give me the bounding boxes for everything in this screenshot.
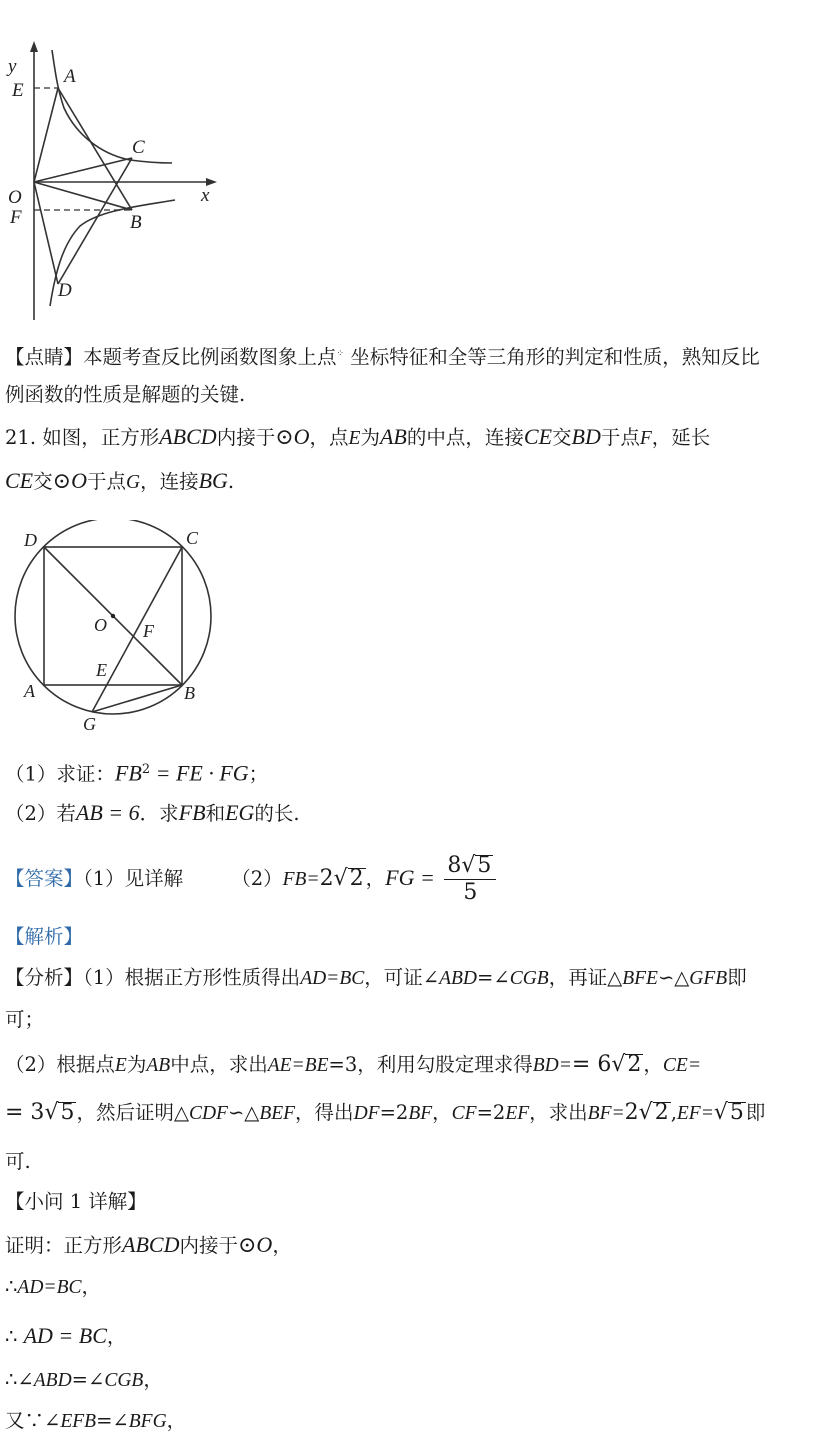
fraction-fg: $\frac{8√5}{5}$: [444, 853, 496, 906]
label-F: F: [10, 207, 22, 228]
analysis-line-5: 可.: [5, 1150, 31, 1173]
proof-line-1: 证明：正方形ABCD内接于⊙O，: [5, 1232, 292, 1257]
label-D2: D: [24, 530, 37, 550]
problem-line-1: 21. 如图，正方形ABCD内接于⊙O，点E为AB的中点，连接CE交BD于点F，延长: [5, 424, 711, 449]
label-y: y: [8, 56, 17, 77]
problem-line-2: CE交⊙O于点G，连接BG.: [5, 468, 235, 493]
label-G2: G: [83, 714, 96, 734]
label-D: D: [58, 280, 72, 301]
label-B2: B: [184, 683, 195, 703]
question-2: （2）若AB = 6．求FB和EG的长.: [5, 800, 300, 825]
remark-line-1: 【点睛】本题考查反比例函数图象上点⁘ 坐标特征和全等三角形的判定和性质，熟知反比: [5, 345, 760, 369]
center-dot: [111, 614, 115, 618]
label-C2: C: [186, 528, 199, 548]
analysis-line-1: 【分析】（1）根据正方形性质得出AD=BC，可证∠ABD=∠CGB，再证△BFE∽△GFB即: [5, 966, 747, 989]
analysis-heading: 【解析】: [5, 925, 84, 948]
analysis-line-4: = 3√5 ，然后证明△CDF∽△BEF，得出DF=2BF，CF=2EF，求出BF=2√2 ,EF=√5 即: [5, 1100, 766, 1125]
label-F2: F: [143, 621, 154, 641]
figure-square-circle: [10, 520, 220, 735]
remark-line-2: 例函数的性质是解题的关键.: [5, 383, 246, 406]
label-A2: A: [24, 681, 35, 701]
label-O: O: [8, 187, 22, 208]
label-E2: E: [96, 660, 107, 680]
proof-line-5: 又∵∠EFB=∠BFG，: [5, 1409, 187, 1432]
label-B: B: [130, 212, 142, 233]
sub-question-1-heading: 【小问 1 详解】: [5, 1190, 147, 1213]
label-x: x: [201, 185, 210, 206]
line-BG: [92, 685, 182, 712]
proof-line-2: ∴AD=BC，: [5, 1275, 102, 1298]
proof-line-4: ∴∠ABD=∠CGB，: [5, 1368, 163, 1391]
analysis-line-3: （2）根据点E为AB中点，求出AE=BE=3，利用勾股定理求得BD== 6√2 ，CE=: [5, 1052, 701, 1077]
label-A: A: [64, 66, 76, 87]
label-C: C: [132, 137, 145, 158]
y-axis-arrow: [30, 41, 38, 52]
proof-line-3: ∴ AD = BC，: [5, 1323, 127, 1348]
figure-reciprocal-graph: [0, 38, 225, 328]
question-1: （1）求证：$FB^2$ = FE · FG；: [5, 760, 269, 786]
answer-line: 【答案】（1）见详解 （2）FB=2√2 ，FG = $\frac{8√5}{5}$: [5, 848, 496, 910]
analysis-line-2: 可；: [5, 1008, 45, 1031]
label-E: E: [12, 80, 24, 101]
label-O2: O: [94, 615, 107, 635]
